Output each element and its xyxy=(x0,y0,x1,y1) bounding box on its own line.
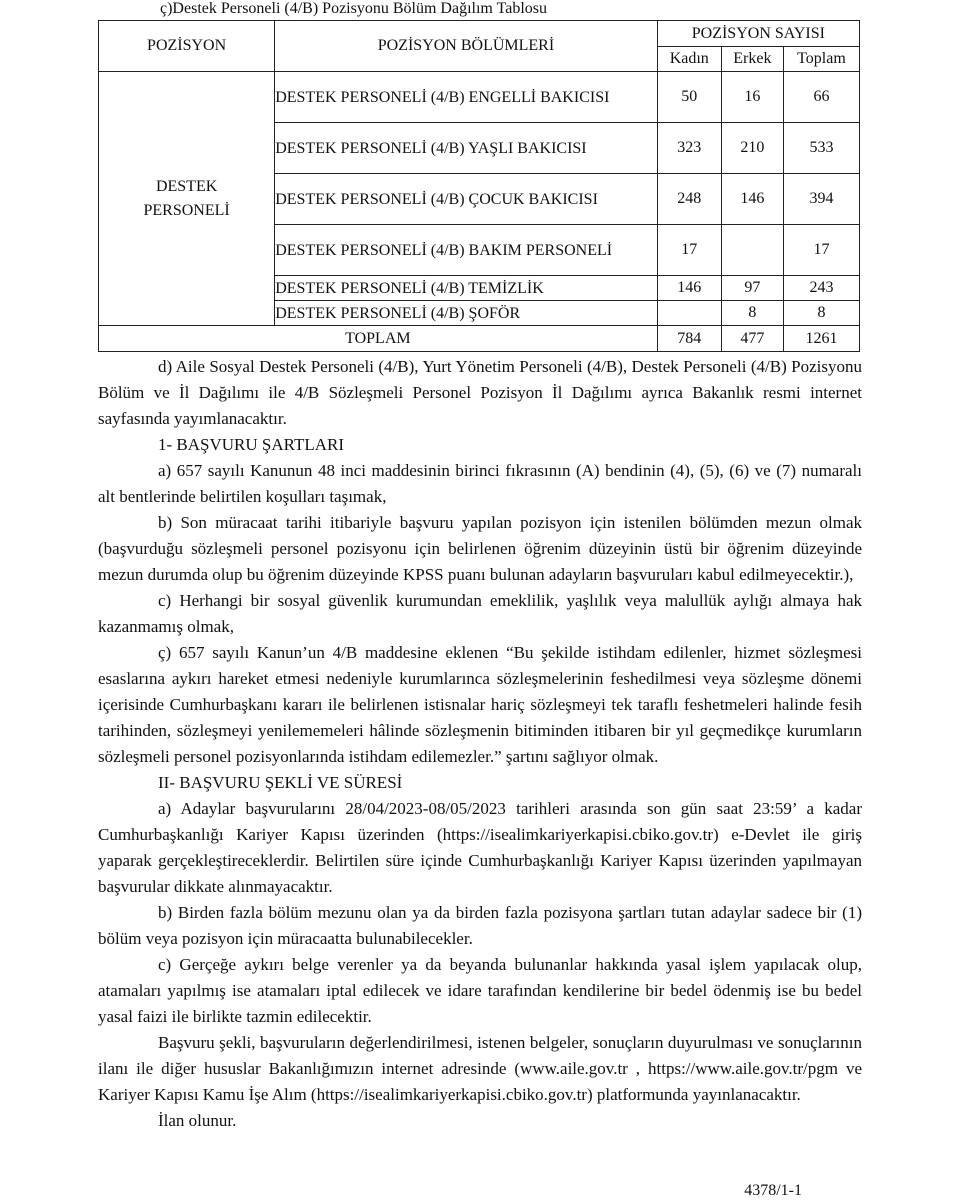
row-toplam: 66 xyxy=(783,72,859,123)
table-title: ç)Destek Personeli (4/B) Pozisyonu Bölüm Dağılım Tablosu xyxy=(160,0,547,17)
total-label: TOPLAM xyxy=(99,326,658,352)
table-row xyxy=(99,72,860,123)
paragraph-a2: a) Adaylar başvurularını 28/04/2023-08/05/2023 tarihleri arasında son gün saat 23:59’ a kadar Cumhurbaşkanlığı Kariyer Kapısı üzerinden (https://isealimkariyerkapisi.cbiko.gov.tr) e-Devlet ile giriş yaparak gerçekleştireceklerdir. Belirtilen süre içinde Cumhurbaşkanlığı Kariyer Kapısı üzerinden yapılmayan başvurular dikkate alınmayacaktır. xyxy=(98,799,862,896)
paragraph-final: Başvuru şekli, başvuruların değerlendirilmesi, istenen belgeler, sonuçların duyurulması ve sonuçlarının ilanı ile diğer hususlar Bakanlığımızın internet adresinde (www.aile.gov.tr , https://www.aile.gov.tr/pgm ve Kariyer Kapısı Kamu İşe Alım (https://isealimkariyerkapisi.cbiko.gov.tr) platformunda yayınlanacaktır. xyxy=(98,1033,862,1104)
row-toplam: 533 xyxy=(783,123,859,174)
row-toplam: 17 xyxy=(783,225,859,276)
row-erkek: 97 xyxy=(721,276,783,301)
row-name: DESTEK PERSONELİ (4/B) ŞOFÖR xyxy=(275,301,658,326)
header-pozisyon: POZİSYON xyxy=(99,21,275,72)
row-kadin: 17 xyxy=(657,225,721,276)
row-kadin: 146 xyxy=(657,276,721,301)
row-name: DESTEK PERSONELİ (4/B) ÇOCUK BAKICISI xyxy=(275,174,658,225)
paragraph-a: a) 657 sayılı Kanunun 48 inci maddesinin birinci fıkrasının (A) bendinin (4), (5), (6) ve (7) numaralı alt bentlerinde belirtilen koşulları taşımak, xyxy=(98,461,862,506)
row-kadin xyxy=(657,301,721,326)
row-name: DESTEK PERSONELİ (4/B) BAKIM PERSONELİ xyxy=(275,225,658,276)
row-kadin: 50 xyxy=(657,72,721,123)
total-toplam: 1261 xyxy=(783,326,859,352)
header-toplam: Toplam xyxy=(783,47,859,72)
row-name: DESTEK PERSONELİ (4/B) ENGELLİ BAKICISI xyxy=(275,72,658,123)
row-toplam: 394 xyxy=(783,174,859,225)
document-body xyxy=(98,354,862,1134)
row-erkek: 16 xyxy=(721,72,783,123)
row-kadin: 323 xyxy=(657,123,721,174)
row-toplam: 8 xyxy=(783,301,859,326)
paragraph-b2: b) Birden fazla bölüm mezunu olan ya da birden fazla pozisyona şartları tutan adaylar sadece bir (1) bölüm veya pozisyon için müracaatta bulunabilecekler. xyxy=(98,903,862,948)
total-erkek: 477 xyxy=(721,326,783,352)
paragraph-cc: ç) 657 sayılı Kanun’un 4/B maddesine eklenen “Bu şekilde istihdam edilenler, hizmet sözleşmesi esaslarına aykırı hareket etmesi nedeniyle kurumlarınca sözleşmelerinin feshedilmesi veya sözleşme dönemi içerisinde Cumhurbaşkanı kararı ile belirlenen istisnalar hariç sözleşmeyi tek taraflı feshetmeleri halinde fesih tarihinden, sözleşmeyi yenilememeleri hâlinde sözleşmenin bitiminden itibaren bir yıl geçmedikçe kurumların sözleşmeli personel pozisyonlarında istihdam edilemezler.” şartını sağlıyor olmak. xyxy=(98,643,862,766)
section-heading-1: 1- BAŞVURU ŞARTLARI xyxy=(158,435,344,454)
row-erkek: 210 xyxy=(721,123,783,174)
row-toplam: 243 xyxy=(783,276,859,301)
total-kadin: 784 xyxy=(657,326,721,352)
row-erkek: 8 xyxy=(721,301,783,326)
paragraph-b: b) Son müracaat tarihi itibariyle başvuru yapılan pozisyon için istenilen bölümden mezun olmak (başvurduğu sözleşmeli personel pozisyonu için belirlenen öğrenim düzeyinin üstü bir öğrenim düzeyinde mezun durumda olup bu öğrenim düzeyinde KPSS puanı bulunan adayların başvuruları kabul edilmeyecektir.), xyxy=(98,513,862,584)
row-erkek: 146 xyxy=(721,174,783,225)
closing-line: İlan olunur. xyxy=(158,1111,237,1130)
paragraph-c: c) Herhangi bir sosyal güvenlik kurumundan emeklilik, yaşlılık veya malullük aylığı almaya hak kazanmamış olmak, xyxy=(98,591,862,636)
distribution-table xyxy=(98,20,860,352)
header-sayisi: POZİSYON SAYISI xyxy=(657,21,859,47)
row-name: DESTEK PERSONELİ (4/B) YAŞLI BAKICISI xyxy=(275,123,658,174)
header-erkek: Erkek xyxy=(721,47,783,72)
paragraph-c2: c) Gerçeğe aykırı belge verenler ya da beyanda bulunanlar hakkında yasal işlem yapılacak olup, atamaları yapılmış ise atamaları iptal edilecek ve idare tarafından kendilerine bir bedel ödenmiş ise bu bedel yasal faizi ile birlikte tazmin edilecektir. xyxy=(98,955,862,1026)
page-reference: 4378/1-1 xyxy=(744,1182,802,1199)
group-label: DESTEK PERSONELİ xyxy=(99,72,275,326)
row-kadin: 248 xyxy=(657,174,721,225)
row-name: DESTEK PERSONELİ (4/B) TEMİZLİK xyxy=(275,276,658,301)
total-row xyxy=(99,326,860,352)
row-erkek xyxy=(721,225,783,276)
paragraph-d: d) Aile Sosyal Destek Personeli (4/B), Yurt Yönetim Personeli (4/B), Destek Personeli (4/B) Pozisyonu Bölüm ve İl Dağılımı ile 4/B Sözleşmeli Personel Pozisyon İl Dağılımı ayrıca Bakanlık resmi internet sayfasında yayımlanacaktır. xyxy=(98,357,862,428)
header-bolumler: POZİSYON BÖLÜMLERİ xyxy=(275,21,658,72)
header-kadin: Kadın xyxy=(657,47,721,72)
section-heading-2: II- BAŞVURU ŞEKLİ VE SÜRESİ xyxy=(158,773,403,792)
